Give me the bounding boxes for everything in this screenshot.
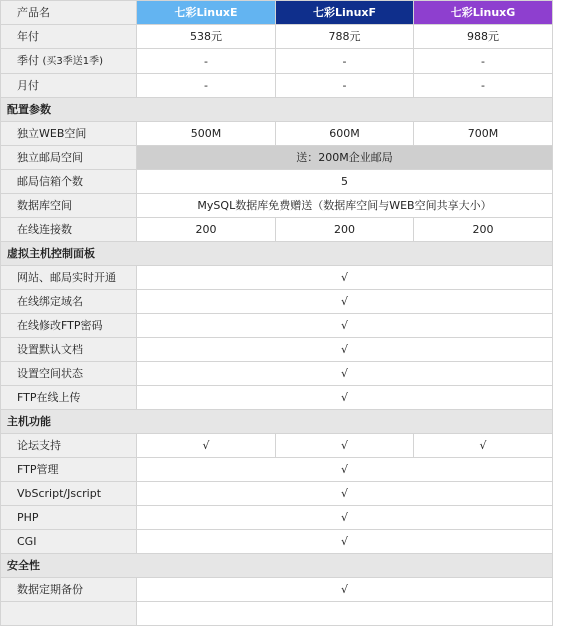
feature-label-cgi: CGI [1,530,137,554]
monthly-label: 月付 [1,74,137,98]
connections-f: 200 [276,218,414,242]
feature-label-php: PHP [1,506,137,530]
check-mark-icon: √ [137,578,553,602]
section-panel-title: 虚拟主机控制面板 [1,242,553,266]
database-label: 数据库空间 [1,194,137,218]
check-mark-icon: √ [137,266,553,290]
section-config-row [1,98,553,122]
quarterly-price-row [1,49,553,74]
annual-price-f: 788元 [276,25,414,49]
panel-label-ftp-upload: FTP在线上传 [1,386,137,410]
database-value: MySQL数据库免费赠送（数据库空间与WEB空间共享大小） [137,194,553,218]
feature-label-vbscript: VbScript/Jscript [1,482,137,506]
product-name-label: 产品名 [1,1,137,25]
check-mark-icon: √ [137,386,553,410]
mailboxes-value: 5 [137,170,553,194]
quarterly-label: 季付 [17,54,39,67]
check-mark-icon: √ [137,482,553,506]
mailboxes-label: 邮局信箱个数 [1,170,137,194]
mail-space-value: 送：200M企业邮局 [137,146,553,170]
web-space-g: 700M [414,122,553,146]
annual-price-g: 988元 [414,25,553,49]
partial-row-value [137,602,553,626]
panel-label-default-doc: 设置默认文档 [1,338,137,362]
web-space-f: 600M [276,122,414,146]
panel-row-2 [1,314,553,338]
web-space-label: 独立WEB空间 [1,122,137,146]
check-mark-icon: √ [137,314,553,338]
web-space-row [1,122,553,146]
check-mark-icon: √ [137,506,553,530]
check-mark-icon: √ [137,290,553,314]
check-mark-icon: √ [137,338,553,362]
check-mark-icon: √ [276,434,414,458]
connections-e: 200 [137,218,276,242]
section-panel-row [1,242,553,266]
annual-label: 年付 [1,25,137,49]
panel-label-space-status: 设置空间状态 [1,362,137,386]
quarterly-price-f: - [276,49,414,74]
plan-linux-e: 七彩LinuxE [137,1,276,25]
quarterly-price-e: - [137,49,276,74]
feature-label-ftp: FTP管理 [1,458,137,482]
panel-row-3 [1,338,553,362]
section-config-title: 配置参数 [1,98,553,122]
monthly-price-f: - [276,74,414,98]
connections-g: 200 [414,218,553,242]
forum-label: 论坛支持 [1,434,137,458]
section-security-row [1,554,553,578]
annual-price-e: 538元 [137,25,276,49]
monthly-price-g: - [414,74,553,98]
feature-row-1 [1,482,553,506]
panel-label-ftp-password: 在线修改FTP密码 [1,314,137,338]
monthly-price-row [1,74,553,98]
quarterly-price-g: - [414,49,553,74]
monthly-price-e: - [137,74,276,98]
check-mark-icon: √ [137,434,276,458]
panel-row-5 [1,386,553,410]
section-features-row [1,410,553,434]
mail-space-label: 独立邮局空间 [1,146,137,170]
panel-row-0 [1,266,553,290]
connections-label: 在线连接数 [1,218,137,242]
check-mark-icon: √ [414,434,553,458]
section-features-title: 主机功能 [1,410,553,434]
quarterly-note: (买3季送1季) [42,56,104,67]
forum-row [1,434,553,458]
partial-row [1,602,553,626]
security-label-backup: 数据定期备份 [1,578,137,602]
connections-row [1,218,553,242]
feature-row-3 [1,530,553,554]
plan-linux-g: 七彩LinuxG [414,1,553,25]
check-mark-icon: √ [137,458,553,482]
check-mark-icon: √ [137,362,553,386]
annual-price-row [1,25,553,49]
panel-label-instant-open: 网站、邮局实时开通 [1,266,137,290]
panel-row-4 [1,362,553,386]
web-space-e: 500M [137,122,276,146]
feature-row-0 [1,458,553,482]
panel-label-bind-domain: 在线绑定域名 [1,290,137,314]
quarterly-label-cell [1,49,137,74]
check-mark-icon: √ [137,530,553,554]
partial-row-label [1,602,137,626]
mailboxes-row [1,170,553,194]
section-security-title: 安全性 [1,554,553,578]
feature-row-2 [1,506,553,530]
header-row [1,1,553,25]
panel-row-1 [1,290,553,314]
mail-space-row [1,146,553,170]
database-row [1,194,553,218]
plan-linux-f: 七彩LinuxF [276,1,414,25]
security-row-0 [1,578,553,602]
